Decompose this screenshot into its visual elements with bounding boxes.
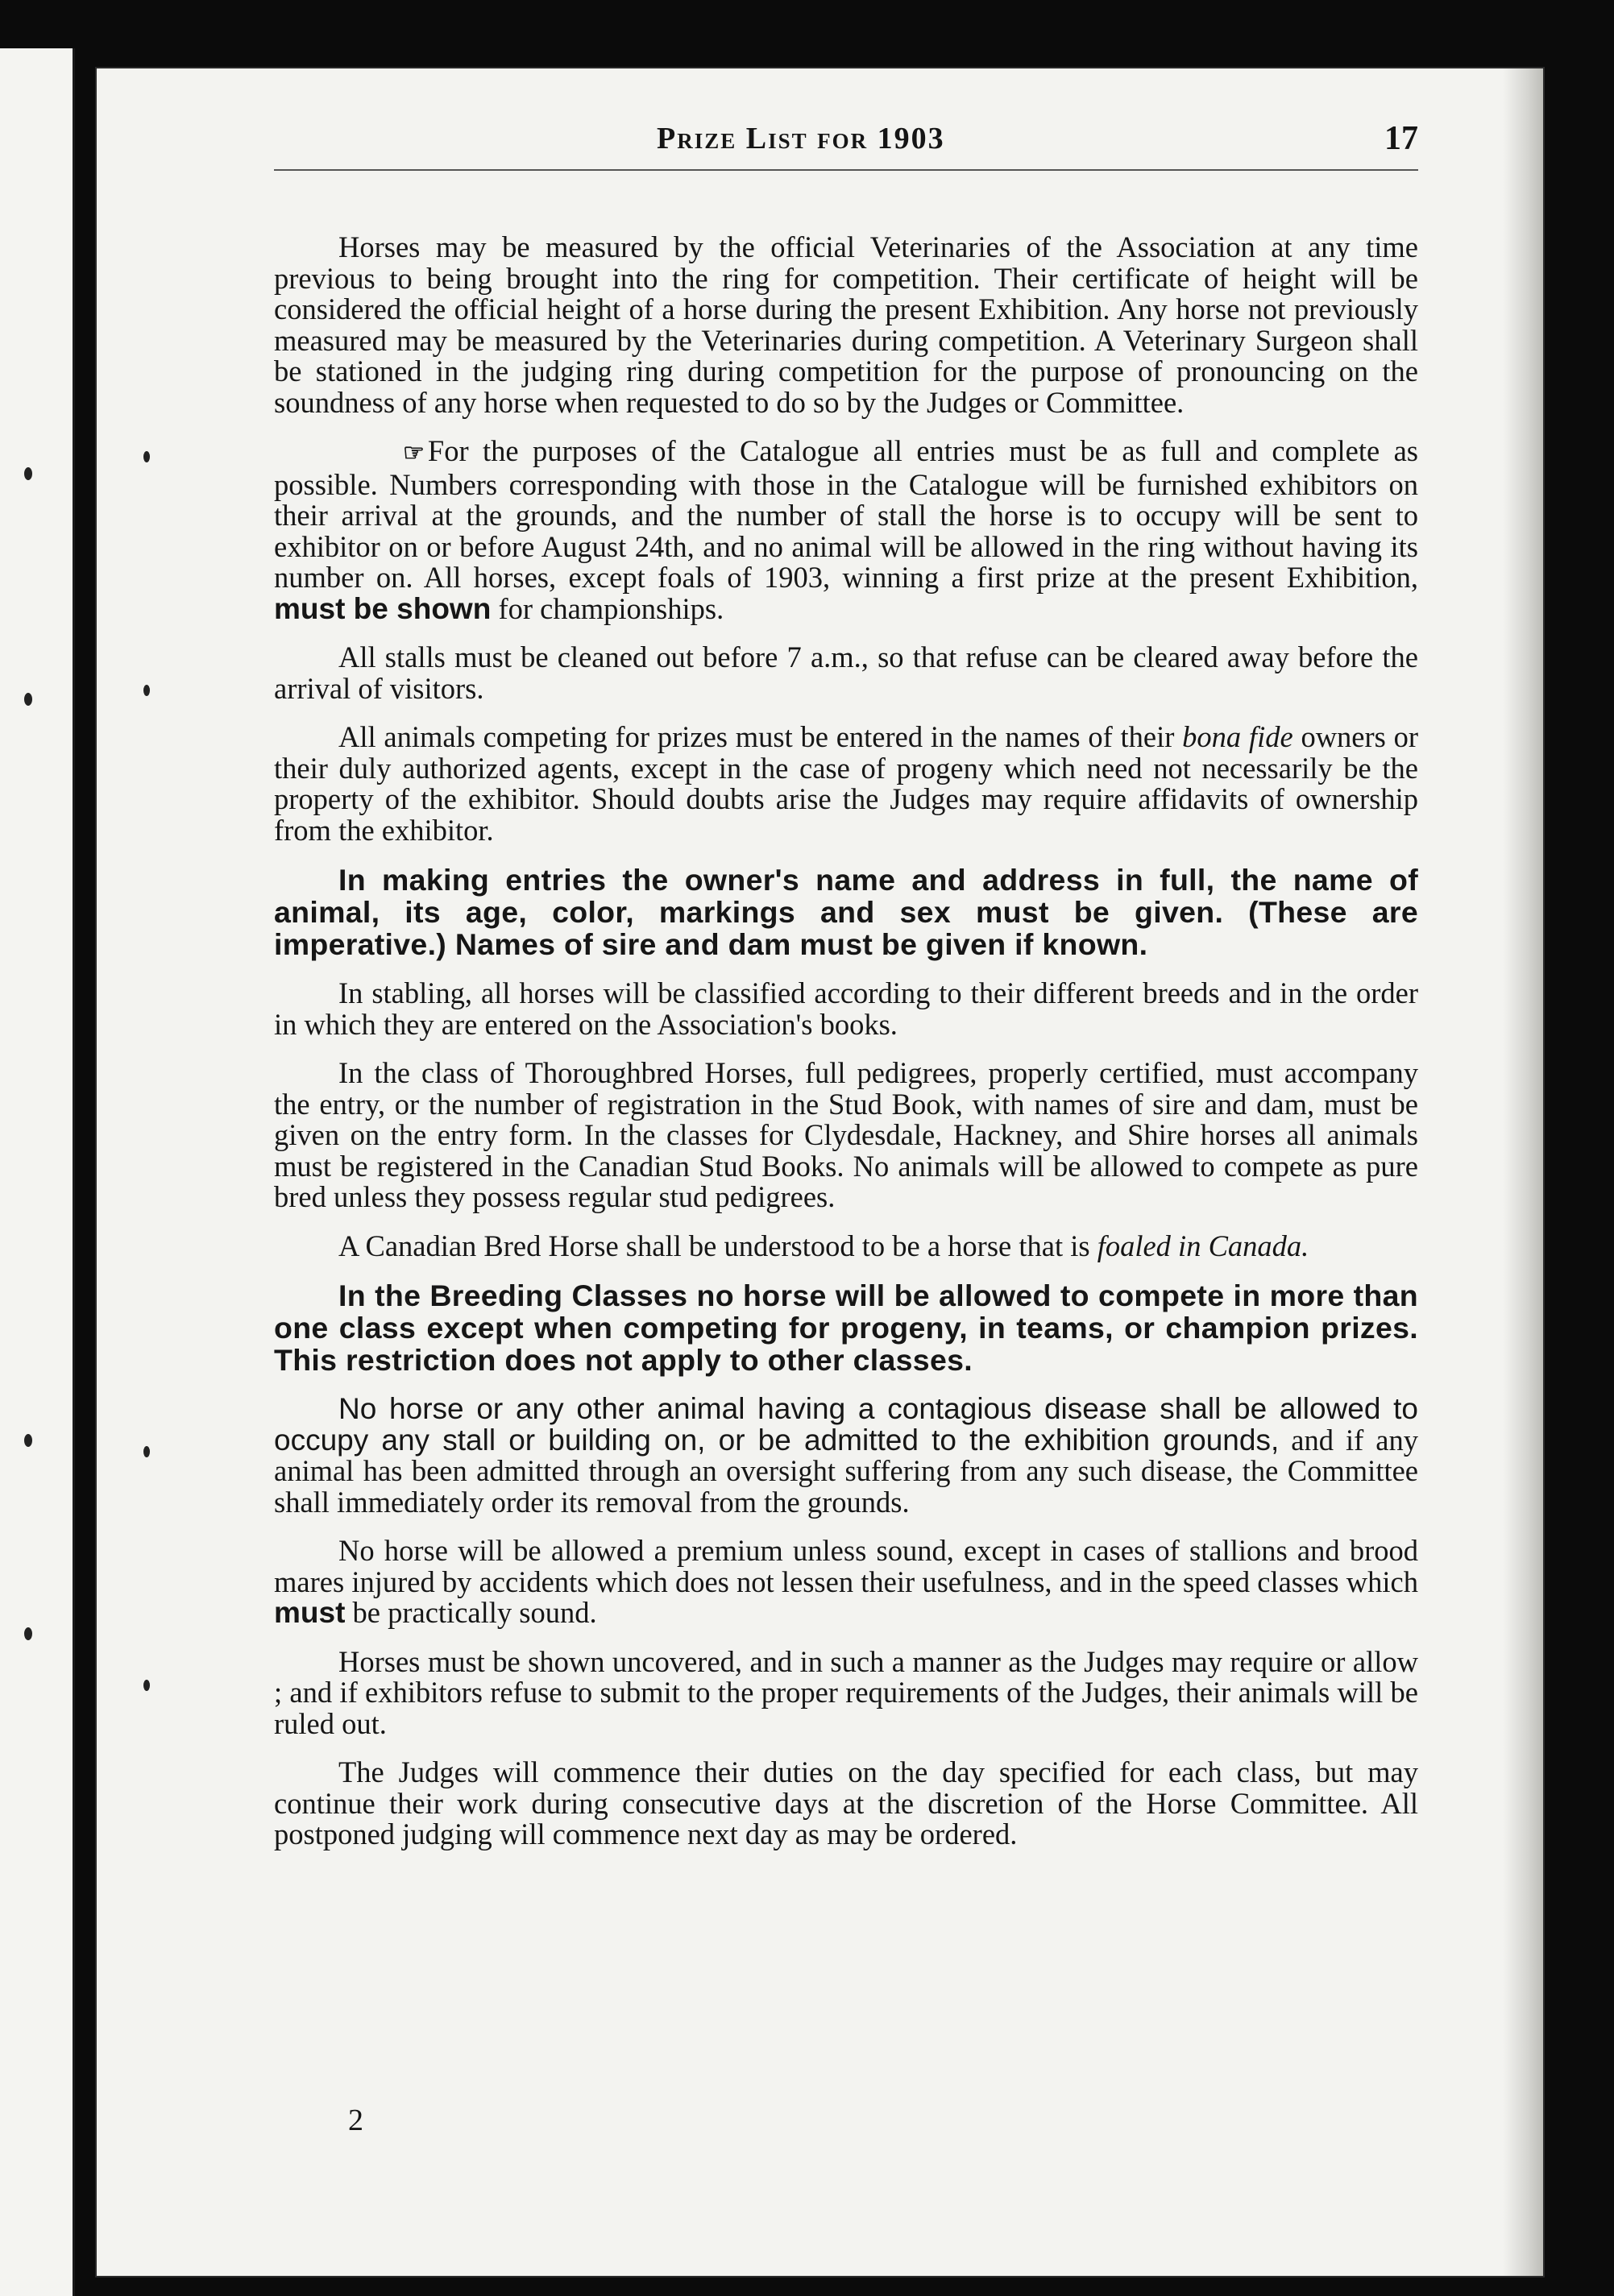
paragraph-ownership (274, 722, 1418, 846)
page-edge (1503, 68, 1543, 2276)
page-number: 17 (1384, 120, 1418, 157)
paragraph-premium-tail: be practically sound. (352, 1596, 597, 1629)
binding-dot (143, 1446, 150, 1457)
paragraph-stalls: All stalls must be cleaned out before 7 a.m., so that refuse can be cleared away before the arrival of visitors. (274, 640, 1418, 705)
paragraph-premium (274, 1536, 1418, 1629)
margin-mark (24, 467, 32, 480)
page-body (274, 232, 1418, 1868)
paragraph-contagious (274, 1394, 1418, 1518)
adjacent-page-strip (0, 48, 75, 2296)
margin-mark (24, 693, 32, 706)
paragraph-catalogue (274, 436, 1418, 624)
pointing-hand-icon: ☞ (403, 440, 425, 466)
emphasis-must-be-shown: must be shown (274, 591, 492, 625)
paragraph-stabling: In stabling, all horses will be classified according to their different breeds and in the order in which they are entered on the Association's books. (274, 976, 1418, 1041)
paragraph-ownership-tail: owners or their duly authorized agents, except in the case of progeny which need not necessarily be the property of the exhibitor. Should doubts arise the Judges may require affidavits of ownership from the exhibitor. (274, 720, 1419, 847)
margin-mark (24, 1627, 32, 1640)
binding-dot (143, 685, 150, 696)
paragraph-entries-notice: In making entries the owner's name and address in full, the name of animal, its age, color, markings and sex must be given. (These are imperative.) Names of sire and dam must be given if known. (274, 863, 1418, 961)
paragraph-catalogue-tail: for championships. (498, 591, 724, 625)
paragraph-contagious-tail: and if any animal has been admitted through an oversight suffering from any such disease, the Committee shall immediately order its removal from the grounds. (274, 1423, 1418, 1519)
emphasis-must: must (274, 1596, 346, 1629)
paragraph-uncovered: Horses must be shown uncovered, and in such a manner as the Judges may require or allow ; and if exhibitors refuse to submit to the proper requirements of the Judges, their animals will be ruled out. (274, 1644, 1418, 1740)
paragraph-measurement: Horses may be measured by the official Veterinaries of the Association at any time previous to being brought into the ring for competition. Their certificate of height will be considered the official height of a horse during the present Exhibition. Any horse not previously measured may be measured by the Veterinaries during competition. A Veterinary Surgeon shall be stationed in the judging ring during competition for the purpose of pronouncing on the soundness of any horse when requested to do so by the Judges or Committee. (274, 230, 1418, 419)
binding-dot (143, 1680, 150, 1691)
bona-fide-italic: bona fide (1182, 720, 1293, 753)
paragraph-ownership-text: All animals competing for prizes must be entered in the names of their (338, 720, 1175, 753)
running-title: Prize List for 1903 (657, 122, 945, 155)
page-header (274, 105, 1418, 171)
paragraph-judges: The Judges will commence their duties on the day specified for each class, but may continue their work during consecutive days at the discretion of the Horse Committee. All postponed judging will commence next day as may be ordered. (274, 1755, 1418, 1850)
foaled-in-canada-italic: foaled in Canada. (1097, 1229, 1309, 1262)
paragraph-canadian-bred-text: A Canadian Bred Horse shall be understood to be a horse that is (338, 1229, 1090, 1262)
paragraph-canadian-bred (274, 1231, 1418, 1262)
margin-mark (24, 1434, 32, 1447)
paragraph-premium-text: No horse will be allowed a premium unless sound, except in cases of stallions and brood mares injured by accidents which does not lessen their usefulness, and in the speed classes which (274, 1534, 1418, 1598)
signature-mark: 2 (348, 2103, 363, 2137)
paragraph-thoroughbred: In the class of Thoroughbred Horses, full pedigrees, properly certified, must accompany the entry, or the number of registration in the Stud Book, with names of sire and dam, must be given on the entry form. In the classes for Clydesdale, Hackney, and Shire horses all animals must be registered in the Canadian Stud Books. No animals will be allowed to compete as pure bred unless they possess regular stud pedigrees. (274, 1056, 1418, 1213)
binding-dot (143, 451, 150, 462)
paragraph-breeding-classes: In the Breeding Classes no horse will be allowed to compete in more than one class except when competing for progeny, in teams, or champion prizes. This restriction does not apply to other classes. (274, 1279, 1418, 1377)
paragraph-catalogue-text: For the purposes of the Catalogue all entries must be as full and complete as possible. Numbers corresponding with those in the Catalogue will be furnished exhibitors on their arrival at the grounds, and the number of stall the horse is to occupy will be sent to exhibitor on or before August 24th, and no animal will be allowed in the ring without having its number on. All horses, except foals of 1903, winning a first prize at the present Exhibition, (274, 434, 1418, 594)
contagious-notice-sans: No horse or any other animal having a contagious disease shall be allowed to occupy any stall or building on, or be admitted to the exhibition grounds, (274, 1392, 1418, 1457)
